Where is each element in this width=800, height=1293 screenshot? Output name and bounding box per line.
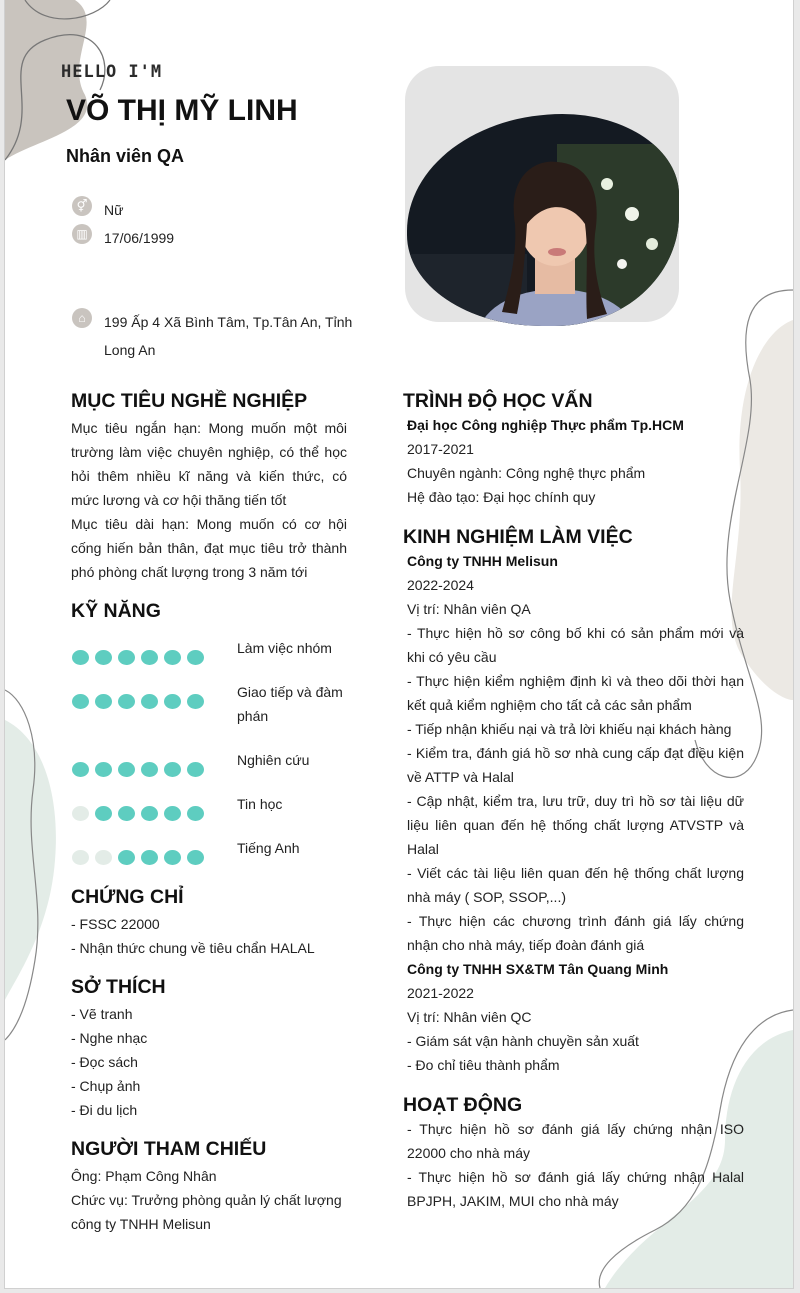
skill-dot-filled — [187, 850, 204, 865]
skill-label-1: Giao tiếp và đàm phán — [237, 684, 343, 724]
cv-page — [5, 0, 793, 1288]
hobbies-list — [71, 1002, 147, 1122]
skill-dot-filled — [164, 762, 181, 777]
cake-icon: ▥ — [72, 224, 92, 244]
hobby-item: - Đi du lịch — [71, 1102, 138, 1118]
certificate-item: - FSSC 22000 — [71, 916, 160, 932]
activities-title: HOẠT ĐỘNG — [403, 1094, 523, 1116]
hobby-item: - Nghe nhạc — [71, 1030, 148, 1046]
job-position: Vị trí: Nhân viên QC — [407, 1009, 532, 1025]
hobby-item: - Chụp ảnh — [71, 1078, 141, 1094]
skill-rating-3 — [72, 806, 204, 821]
skill-dot-filled — [118, 694, 135, 709]
skill-dot-filled — [187, 806, 204, 821]
education-type: Hệ đào tạo: Đại học chính quy — [407, 489, 596, 505]
experience-title: KINH NGHIỆM LÀM VIỆC — [403, 526, 633, 548]
skill-dot-filled — [95, 806, 112, 821]
skill-dot-filled — [72, 694, 89, 709]
education-school: Đại học Công nghiệp Thực phẩm Tp.HCM — [407, 417, 684, 433]
birthdate-value: 17/06/1999 — [104, 230, 175, 246]
skill-dot-filled — [187, 694, 204, 709]
skill-dot-filled — [118, 650, 135, 665]
skill-dot-filled — [164, 850, 181, 865]
skill-dot-filled — [187, 650, 204, 665]
gender-icon: ⚥ — [72, 196, 92, 216]
skill-rating-4 — [72, 850, 204, 865]
skill-dot-filled — [95, 694, 112, 709]
reference-position-1: Chức vụ: Trưởng phòng quản lý chất lượng — [71, 1192, 342, 1208]
experience-details — [407, 549, 744, 1077]
education-title: TRÌNH ĐỘ HỌC VẤN — [403, 390, 593, 412]
skill-dot-filled — [72, 762, 89, 777]
home-icon: ⌂ — [72, 308, 92, 328]
skill-dot-filled — [141, 806, 158, 821]
hobby-item: - Vẽ tranh — [71, 1006, 133, 1022]
skill-label-4: Tiếng Anh — [237, 840, 300, 856]
address-row — [72, 308, 352, 364]
skill-dot-filled — [72, 650, 89, 665]
skill-dot-filled — [95, 762, 112, 777]
skill-dot-filled — [141, 762, 158, 777]
reference-details — [71, 1164, 342, 1236]
hobbies-title: SỞ THÍCH — [71, 976, 166, 998]
skill-dot-empty — [72, 806, 89, 821]
job-task: - Kiểm tra, đánh giá hồ sơ nhà cung cấp đạt điều kiện về ATTP và Halal — [407, 745, 744, 785]
gender-row — [72, 196, 123, 224]
job-years: 2022-2024 — [407, 577, 474, 593]
skill-dot-empty — [95, 850, 112, 865]
skill-dot-filled — [118, 762, 135, 777]
education-years: 2017-2021 — [407, 441, 474, 457]
reference-name: Ông: Phạm Công Nhân — [71, 1168, 217, 1184]
education-major: Chuyên ngành: Công nghệ thực phẩm — [407, 465, 646, 481]
objective-long-term: Mục tiêu dài hạn: Mong muốn có cơ hội cống hiến bản thân, đạt mục tiêu trở thành phó phòng chất lượng trong 3 năm tới — [71, 516, 347, 580]
address-line-2: Long An — [104, 342, 156, 358]
job-years: 2021-2022 — [407, 985, 474, 1001]
skill-dot-filled — [164, 694, 181, 709]
gender-value: Nữ — [104, 202, 124, 218]
job-company: Công ty TNHH SX&TM Tân Quang Minh — [407, 961, 669, 977]
skill-rating-2 — [72, 762, 204, 777]
skills-title: KỸ NĂNG — [71, 600, 161, 622]
skill-label-0: Làm việc nhóm — [237, 640, 332, 656]
certificate-item: - Nhận thức chung về tiêu chẩn HALAL — [71, 940, 315, 956]
birthdate-row — [72, 224, 174, 252]
hobby-item: - Đọc sách — [71, 1054, 138, 1070]
job-title: Nhân viên QA — [66, 146, 185, 166]
skill-label-3: Tin học — [237, 796, 283, 812]
address-line-1: 199 Ấp 4 Xã Bình Tâm, Tp.Tân An, Tỉnh — [104, 314, 353, 330]
activity-item: - Thực hiện hồ sơ đánh giá lấy chứng nhận Halal BPJPH, JAKIM, MUI cho nhà máy — [407, 1169, 744, 1209]
certificates-list — [71, 912, 315, 960]
candidate-name: VÕ THỊ MỸ LINH — [66, 94, 298, 127]
job-task: - Thực hiện hồ sơ công bố khi có sản phẩm mới và khi có yêu cầu — [407, 625, 744, 665]
job-position: Vị trí: Nhân viên QA — [407, 601, 531, 617]
certificates-title: CHỨNG CHỈ — [71, 886, 184, 908]
address-value — [104, 308, 352, 364]
job-company: Công ty TNHH Melisun — [407, 553, 558, 569]
activity-item: - Thực hiện hồ sơ đánh giá lấy chứng nhận ISO 22000 cho nhà máy — [407, 1121, 744, 1161]
skill-dot-filled — [118, 850, 135, 865]
job-task: - Cập nhật, kiểm tra, lưu trữ, duy trì hồ sơ tài liệu dữ liệu liên quan đến hệ thống chất lượng ATVSTP và Halal — [407, 793, 744, 857]
job-task: - Đo chỉ tiêu thành phẩm — [407, 1057, 560, 1073]
skill-dot-filled — [141, 694, 158, 709]
skill-label-2: Nghiên cứu — [237, 752, 310, 768]
greeting-text: HELLO I'M — [61, 62, 163, 82]
skill-dot-filled — [141, 850, 158, 865]
job-task: - Thực hiện các chương trình đánh giá lấy chứng nhận cho nhà máy, tiếp đoàn đánh giá — [407, 913, 744, 953]
skill-dot-filled — [141, 650, 158, 665]
skill-dot-filled — [187, 762, 204, 777]
reference-title: NGƯỜI THAM CHIẾU — [71, 1138, 267, 1160]
activities-list — [407, 1117, 744, 1213]
skill-dot-filled — [118, 806, 135, 821]
job-task: - Giám sát vận hành chuyền sản xuất — [407, 1033, 639, 1049]
skill-dot-filled — [164, 806, 181, 821]
skill-dot-filled — [95, 650, 112, 665]
reference-position-2: công ty TNHH Melisun — [71, 1216, 211, 1232]
job-task: - Thực hiện kiểm nghiệm định kì và theo dõi thời hạn kết quả kiểm nghiệm cho tất cả các sản phẩm — [407, 673, 744, 713]
skill-dot-filled — [164, 650, 181, 665]
skill-dot-empty — [72, 850, 89, 865]
job-task: - Viết các tài liệu liên quan đến hệ thống chất lượng nhà máy ( SOP, SSOP,...) — [407, 865, 744, 905]
skill-rating-0 — [72, 650, 204, 665]
objective-short-term: Mục tiêu ngắn hạn: Mong muốn một môi trường làm việc chuyên nghiệp, có thể học hỏi thêm nhiều kĩ năng và kiến thức, có mức lương và cơ hội thăng tiến tốt — [71, 420, 347, 508]
skill-rating-1 — [72, 694, 204, 709]
job-task: - Tiếp nhận khiếu nại và trả lời khiếu nại khách hàng — [407, 721, 732, 737]
objective-title: MỤC TIÊU NGHỀ NGHIỆP — [71, 390, 308, 412]
education-details — [407, 413, 684, 509]
